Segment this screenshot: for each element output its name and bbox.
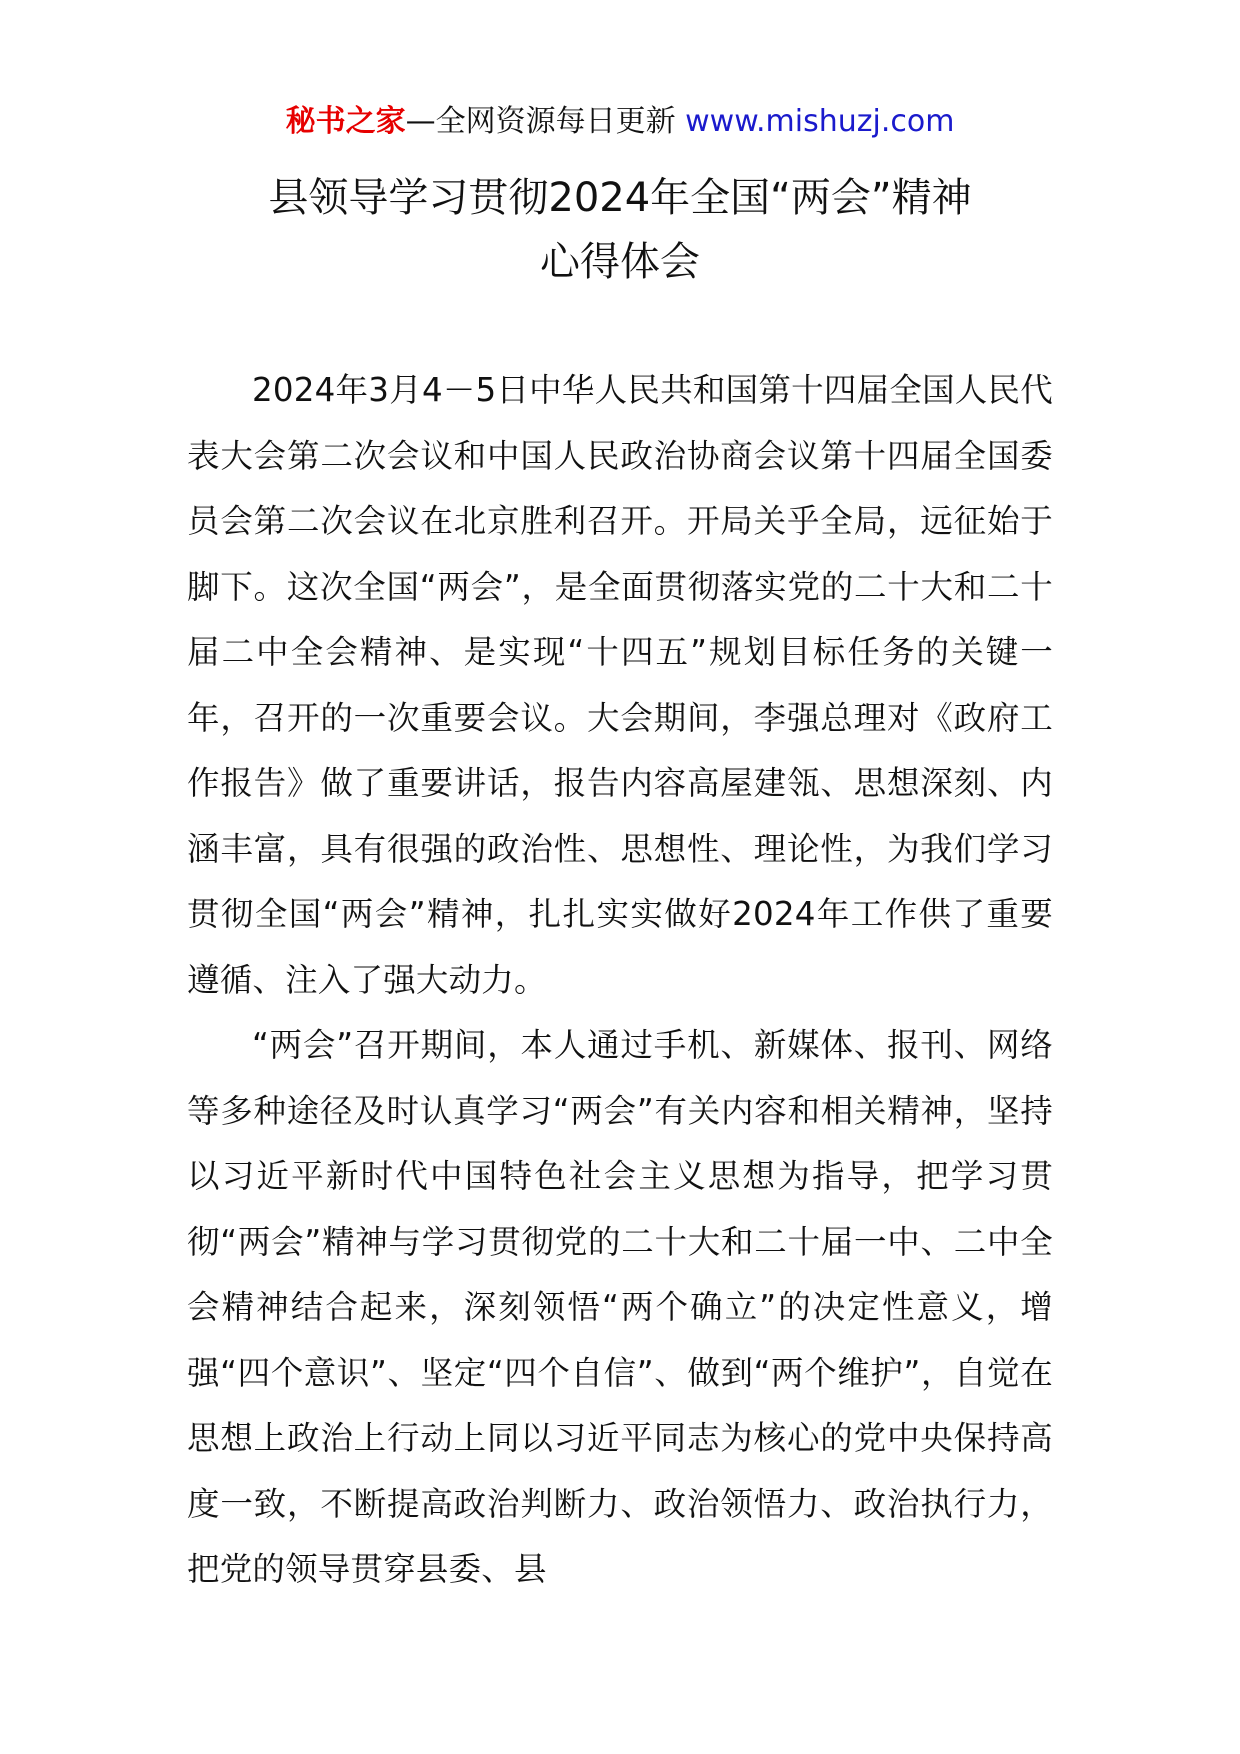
document-title-line-1: 县领导学习贯彻2024年全国“两会”精神 [268, 175, 972, 221]
site-url-link[interactable]: www.mishuzj.com [685, 104, 955, 139]
site-tagline: —全网资源每日更新 [405, 104, 686, 139]
site-brand: 秘书之家 [285, 104, 406, 139]
document-body [187, 358, 1053, 1603]
body-paragraph: 2024年3月4－5日中华人民共和国第十四届全国人民代表大会第二次会议和中国人民政治协商会议第十四届全国委员会第二次会议在北京胜利召开。开局关乎全局，远征始于脚下。这次全国“两会”，是全面贯彻落实党的二十大和二十届二中全会精神、是实现“十四五”规划目标任务的关键一年，召开的一次重要会议。大会期间，李强总理对《政府工作报告》做了重要讲话，报告内容高屋建瓴、思想深刻、内涵丰富，具有很强的政治性、思想性、理论性，为我们学习贯彻全国“两会”精神，扎扎实实做好2024年工作供了重要遵循、注入了强大动力。 [187, 371, 1053, 999]
body-paragraph: “两会”召开期间，本人通过手机、新媒体、报刊、网络等多种途径及时认真学习“两会”有关内容和相关精神，坚持以习近平新时代中国特色社会主义思想为指导，把学习贯彻“两会”精神与学习贯彻党的二十大和二十届一中、二中全会精神结合起来，深刻领悟“两个确立”的决定性意义，增强“四个意识”、坚定“四个自信”、做到“两个维护”，自觉在思想上政治上行动上同以习近平同志为核心的党中央保持高度一致，不断提高政治判断力、政治领悟力、政治执行力，把党的领导贯穿县委、县 [187, 1026, 1053, 1588]
site-header [0, 102, 1240, 142]
document-title [0, 166, 1240, 294]
document-title-line-2: 心得体会 [540, 239, 700, 285]
